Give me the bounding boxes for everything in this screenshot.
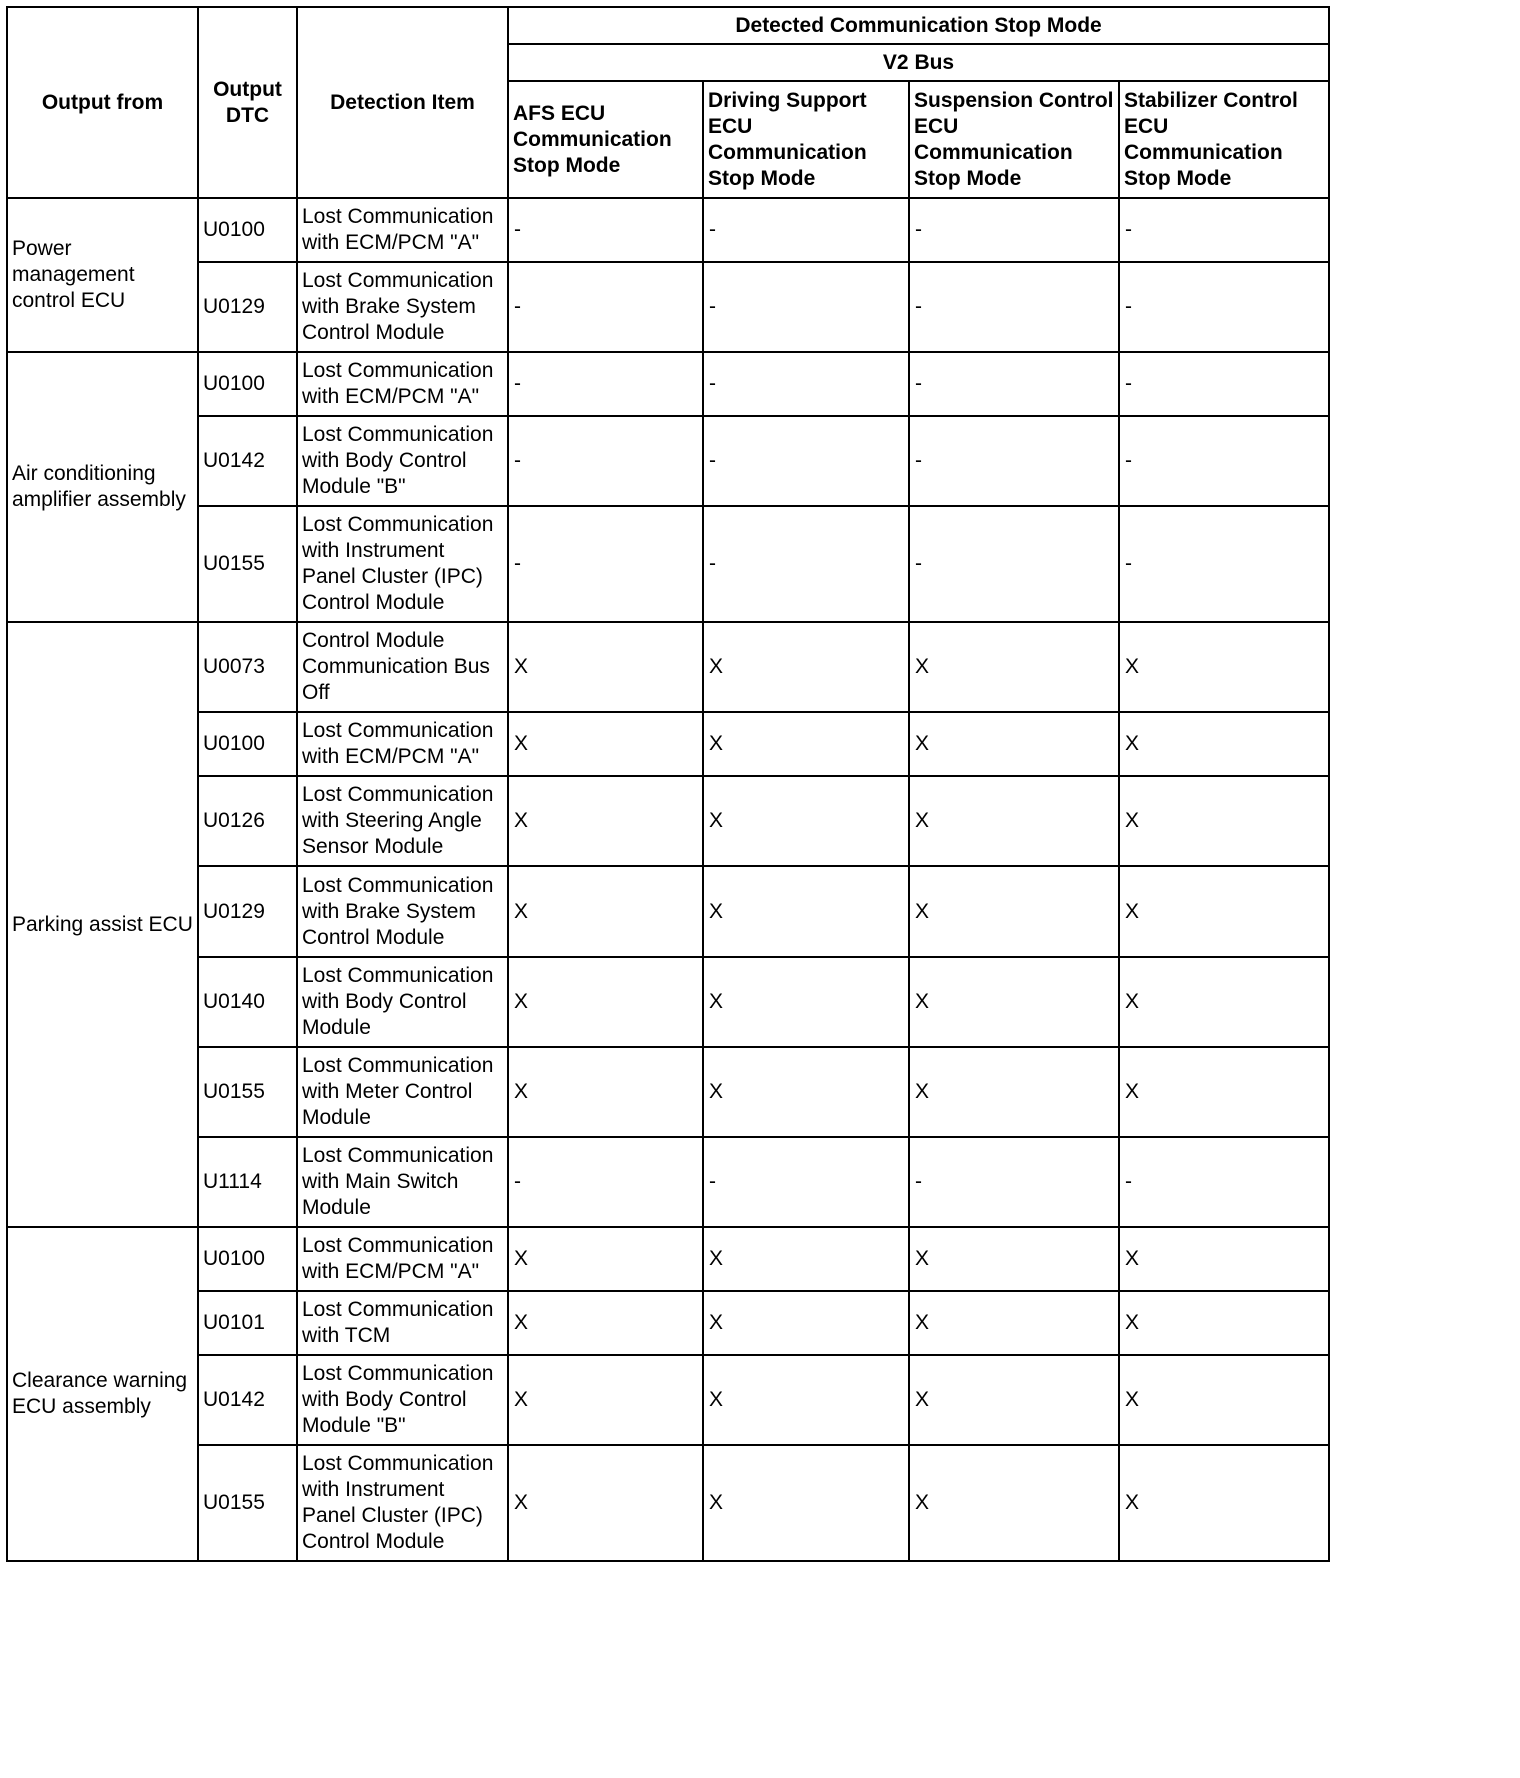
mode-mark-cell: X xyxy=(703,1227,909,1291)
mode-mark-cell: X xyxy=(1119,1291,1329,1355)
mode-mark-cell: - xyxy=(508,352,703,416)
detection-item-cell: Control Module Communication Bus Off xyxy=(297,622,508,712)
mode-mark-cell: X xyxy=(703,1355,909,1445)
detection-item-cell: Lost Communication with ECM/PCM "A" xyxy=(297,1227,508,1291)
mode-mark-cell: - xyxy=(508,262,703,352)
mode-mark-cell: X xyxy=(909,1355,1119,1445)
dtc-cell: U0142 xyxy=(198,1355,297,1445)
mode-mark-cell: X xyxy=(909,712,1119,776)
dtc-cell: U0126 xyxy=(198,776,297,866)
mode-mark-cell: X xyxy=(909,776,1119,866)
mode-mark-cell: X xyxy=(508,712,703,776)
mode-mark-cell: - xyxy=(703,262,909,352)
table-row xyxy=(7,957,1329,1047)
mode-mark-cell: X xyxy=(1119,1047,1329,1137)
table-header xyxy=(7,7,1329,198)
dtc-cell: U0155 xyxy=(198,1047,297,1137)
table-row xyxy=(7,1445,1329,1561)
mode-mark-cell: X xyxy=(1119,622,1329,712)
output-from-cell: Clearance warning ECU assembly xyxy=(7,1227,198,1561)
mode-mark-cell: X xyxy=(703,622,909,712)
header-output-dtc: Output DTC xyxy=(198,7,297,198)
mode-mark-cell: X xyxy=(1119,712,1329,776)
detection-item-cell: Lost Communication with ECM/PCM "A" xyxy=(297,352,508,416)
mode-mark-cell: X xyxy=(703,1047,909,1137)
detection-item-cell: Lost Communication with TCM xyxy=(297,1291,508,1355)
mode-mark-cell: X xyxy=(1119,957,1329,1047)
mode-mark-cell: X xyxy=(1119,1445,1329,1561)
detection-item-cell: Lost Communication with Body Control Module "B" xyxy=(297,416,508,506)
mode-mark-cell: X xyxy=(508,1445,703,1561)
dtc-cell: U0073 xyxy=(198,622,297,712)
output-from-cell: Power management control ECU xyxy=(7,198,198,352)
mode-mark-cell: X xyxy=(703,776,909,866)
mode-mark-cell: X xyxy=(909,622,1119,712)
mode-mark-cell: X xyxy=(508,1291,703,1355)
mode-mark-cell: - xyxy=(1119,352,1329,416)
detection-item-cell: Lost Communication with Instrument Panel Cluster (IPC) Control Module xyxy=(297,506,508,622)
header-output-from: Output from xyxy=(7,7,198,198)
mode-mark-cell: X xyxy=(508,776,703,866)
mode-mark-cell: - xyxy=(909,262,1119,352)
dtc-cell: U0129 xyxy=(198,262,297,352)
table-row xyxy=(7,866,1329,956)
output-from-cell: Parking assist ECU xyxy=(7,622,198,1226)
table-row xyxy=(7,262,1329,352)
mode-mark-cell: X xyxy=(703,1445,909,1561)
table-row xyxy=(7,352,1329,416)
table-row xyxy=(7,1291,1329,1355)
mode-mark-cell: X xyxy=(909,1227,1119,1291)
detection-item-cell: Lost Communication with Body Control Module "B" xyxy=(297,1355,508,1445)
mode-mark-cell: X xyxy=(703,712,909,776)
mode-mark-cell: - xyxy=(703,1137,909,1227)
output-from-cell: Air conditioning amplifier assembly xyxy=(7,352,198,622)
dtc-cell: U0142 xyxy=(198,416,297,506)
detection-item-cell: Lost Communication with Body Control Module xyxy=(297,957,508,1047)
table-row xyxy=(7,622,1329,712)
dtc-cell: U0100 xyxy=(198,712,297,776)
detection-item-cell: Lost Communication with Brake System Control Module xyxy=(297,866,508,956)
mode-mark-cell: X xyxy=(909,957,1119,1047)
mode-mark-cell: - xyxy=(703,416,909,506)
mode-mark-cell: X xyxy=(1119,1355,1329,1445)
detection-item-cell: Lost Communication with Brake System Control Module xyxy=(297,262,508,352)
mode-mark-cell: X xyxy=(508,957,703,1047)
dtc-cell: U0140 xyxy=(198,957,297,1047)
table-row xyxy=(7,416,1329,506)
dtc-cell: U0155 xyxy=(198,506,297,622)
mode-mark-cell: X xyxy=(703,1291,909,1355)
header-driving-support-ecu: Driving Support ECU Communication Stop Mode xyxy=(703,81,909,198)
dtc-cell: U0155 xyxy=(198,1445,297,1561)
mode-mark-cell: - xyxy=(508,198,703,262)
mode-mark-cell: X xyxy=(909,1047,1119,1137)
header-detected-communication-stop-mode: Detected Communication Stop Mode xyxy=(508,7,1329,44)
mode-mark-cell: X xyxy=(1119,866,1329,956)
mode-mark-cell: - xyxy=(508,506,703,622)
header-stabilizer-control-ecu: Stabilizer Control ECU Communication Stop Mode xyxy=(1119,81,1329,198)
mode-mark-cell: - xyxy=(909,1137,1119,1227)
mode-mark-cell: - xyxy=(909,352,1119,416)
table-row xyxy=(7,776,1329,866)
mode-mark-cell: - xyxy=(508,1137,703,1227)
table-row xyxy=(7,198,1329,262)
detection-item-cell: Lost Communication with ECM/PCM "A" xyxy=(297,712,508,776)
dtc-cell: U0100 xyxy=(198,1227,297,1291)
dtc-cell: U0100 xyxy=(198,352,297,416)
mode-mark-cell: - xyxy=(508,416,703,506)
header-v2-bus: V2 Bus xyxy=(508,44,1329,81)
mode-mark-cell: X xyxy=(909,866,1119,956)
mode-mark-cell: - xyxy=(909,506,1119,622)
mode-mark-cell: - xyxy=(703,352,909,416)
dtc-cell: U0101 xyxy=(198,1291,297,1355)
table-row xyxy=(7,1137,1329,1227)
detection-item-cell: Lost Communication with Steering Angle Sensor Module xyxy=(297,776,508,866)
mode-mark-cell: X xyxy=(703,957,909,1047)
mode-mark-cell: - xyxy=(1119,1137,1329,1227)
mode-mark-cell: X xyxy=(508,1047,703,1137)
table-row xyxy=(7,712,1329,776)
dtc-cell: U1114 xyxy=(198,1137,297,1227)
mode-mark-cell: X xyxy=(508,622,703,712)
detection-item-cell: Lost Communication with Meter Control Module xyxy=(297,1047,508,1137)
mode-mark-cell: X xyxy=(1119,776,1329,866)
mode-mark-cell: X xyxy=(703,866,909,956)
header-detection-item: Detection Item xyxy=(297,7,508,198)
communication-stop-mode-table xyxy=(6,6,1330,1562)
table-body xyxy=(7,198,1329,1561)
detection-item-cell: Lost Communication with Instrument Panel Cluster (IPC) Control Module xyxy=(297,1445,508,1561)
mode-mark-cell: - xyxy=(1119,262,1329,352)
mode-mark-cell: - xyxy=(703,198,909,262)
mode-mark-cell: X xyxy=(508,1355,703,1445)
mode-mark-cell: - xyxy=(703,506,909,622)
mode-mark-cell: - xyxy=(1119,198,1329,262)
table-row xyxy=(7,1355,1329,1445)
mode-mark-cell: X xyxy=(508,866,703,956)
mode-mark-cell: - xyxy=(909,416,1119,506)
mode-mark-cell: X xyxy=(909,1445,1119,1561)
table-row xyxy=(7,1227,1329,1291)
dtc-cell: U0100 xyxy=(198,198,297,262)
mode-mark-cell: - xyxy=(1119,416,1329,506)
table-row xyxy=(7,506,1329,622)
mode-mark-cell: X xyxy=(508,1227,703,1291)
dtc-cell: U0129 xyxy=(198,866,297,956)
mode-mark-cell: - xyxy=(1119,506,1329,622)
header-suspension-control-ecu: Suspension Control ECU Communication Stop Mode xyxy=(909,81,1119,198)
detection-item-cell: Lost Communication with Main Switch Module xyxy=(297,1137,508,1227)
header-afs-ecu: AFS ECU Communication Stop Mode xyxy=(508,81,703,198)
mode-mark-cell: - xyxy=(909,198,1119,262)
table-row xyxy=(7,1047,1329,1137)
detection-item-cell: Lost Communication with ECM/PCM "A" xyxy=(297,198,508,262)
mode-mark-cell: X xyxy=(909,1291,1119,1355)
mode-mark-cell: X xyxy=(1119,1227,1329,1291)
